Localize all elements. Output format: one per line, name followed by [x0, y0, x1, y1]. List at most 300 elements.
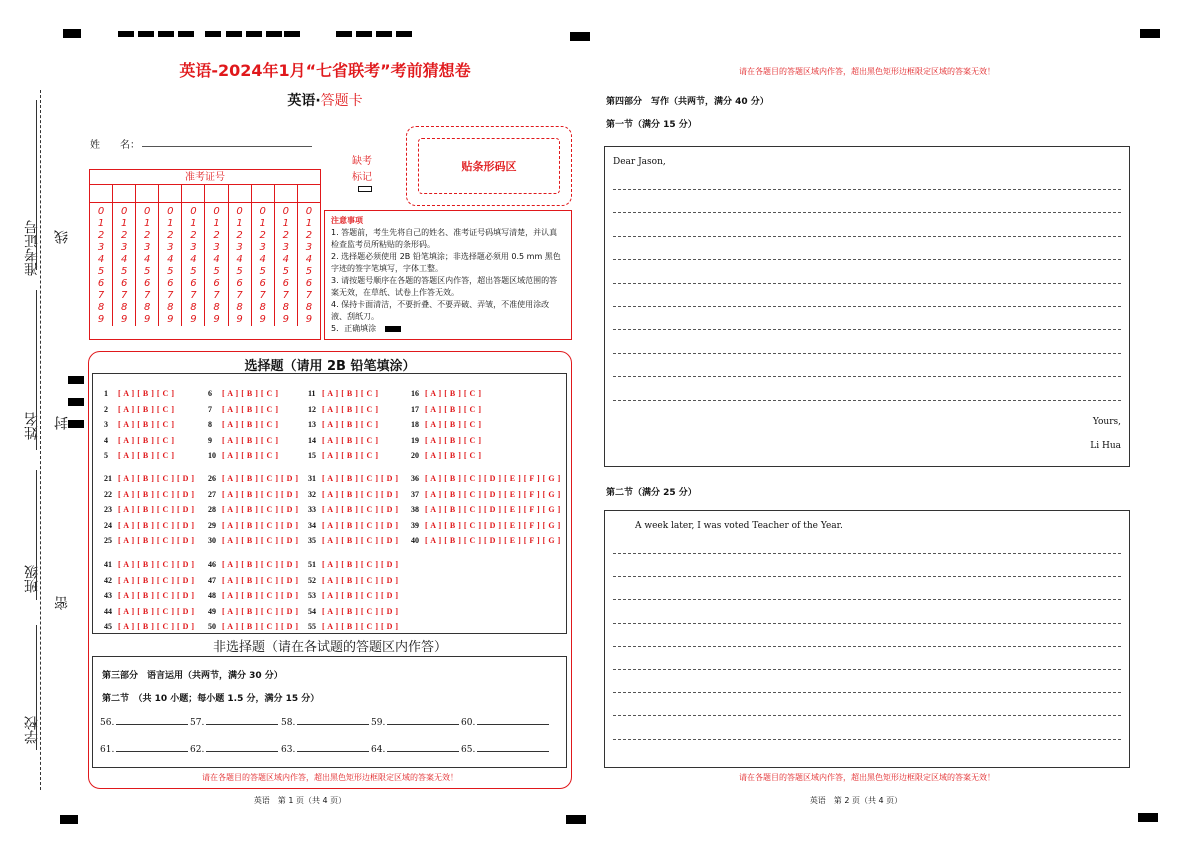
exam-id-grid: [89, 169, 321, 340]
answer-bubbles[interactable]: [ A ] [ B ] [ C ]: [118, 420, 175, 430]
exam-id-digit-bubble[interactable]: 5: [259, 266, 266, 277]
writing-line[interactable]: [613, 400, 1121, 401]
exam-id-digit-bubble[interactable]: 8: [190, 302, 197, 313]
exam-id-digit-bubble[interactable]: 4: [213, 254, 220, 265]
question-number: 28: [208, 505, 216, 515]
exam-id-digit-bubble[interactable]: 5: [167, 266, 174, 277]
part4-title: 第四部分 写作（共两节，满分 40 分）: [606, 97, 769, 107]
exam-id-digit-column: [205, 203, 228, 326]
exam-id-digit-bubble[interactable]: 5: [144, 266, 151, 277]
exam-id-digit-column: [90, 203, 113, 326]
page1-footer: 英语 第 1 页（共 4 页）: [253, 796, 347, 805]
exam-id-digit-bubble[interactable]: 1: [282, 218, 289, 229]
letter-signature: Li Hua: [1090, 441, 1121, 451]
exam-id-write-cell[interactable]: [298, 185, 320, 202]
timing-mark: [178, 31, 194, 37]
exam-id-digit-bubble[interactable]: 3: [167, 242, 174, 253]
exam-id-digit-bubble[interactable]: 3: [97, 242, 105, 253]
blank-answer[interactable]: [100, 745, 188, 755]
answer-bubbles[interactable]: [ A ] [ B ] [ C ] [ D ]: [118, 622, 195, 632]
blank-answer[interactable]: [281, 745, 369, 755]
timing-mark: [376, 31, 392, 37]
exam-id-digit-bubble[interactable]: 0: [120, 206, 128, 217]
choice-question: [104, 614, 195, 633]
blank-line[interactable]: [387, 751, 459, 752]
part3-section2: 第二节 （共 10 小题；每小题 1.5 分，满分 15 分）: [102, 694, 320, 704]
exam-id-digit-bubble[interactable]: 7: [213, 290, 220, 301]
exam-id-digit-bubble[interactable]: 1: [97, 218, 105, 229]
writing-line[interactable]: [613, 599, 1121, 600]
subtitle-plain: 英语: [287, 93, 316, 109]
exam-id-digit-bubble[interactable]: 0: [144, 206, 151, 217]
writing-line[interactable]: [613, 189, 1121, 190]
writing-line[interactable]: [613, 646, 1121, 647]
exam-id-digit-bubble[interactable]: 5: [236, 266, 243, 277]
question-number: 39: [411, 520, 419, 530]
exam-id-digit-bubble[interactable]: 1: [305, 218, 313, 229]
answer-bubbles[interactable]: [ A ] [ B ] [ C ] [ D ]: [222, 622, 299, 632]
question-number: 13: [308, 420, 316, 430]
answer-bubbles[interactable]: [ A ] [ B ] [ C ] [ D ]: [322, 520, 399, 530]
question-number: 35: [308, 536, 316, 546]
answer-bubbles[interactable]: [ A ] [ B ] [ C ] [ D ] [ E ] [ F ] [ G ]: [425, 505, 561, 515]
exam-id-digit-bubble[interactable]: 4: [305, 254, 313, 265]
exam-id-digit-column: [252, 203, 275, 326]
choice-question: [411, 443, 482, 462]
exam-id-digit-bubble[interactable]: 0: [305, 206, 313, 217]
question-number: 23: [104, 505, 112, 515]
question-number: 51: [308, 560, 316, 569]
exam-id-digit-bubble[interactable]: 9: [305, 314, 313, 325]
question-number: 48: [208, 591, 216, 601]
choice-title: 选择题（请用 2B 铅笔填涂）: [244, 359, 416, 374]
answer-bubbles[interactable]: [ A ] [ B ] [ C ] [ D ]: [222, 591, 299, 601]
exam-id-digit-bubble[interactable]: 1: [236, 218, 243, 229]
exam-id-digit-bubble[interactable]: 0: [213, 206, 220, 217]
answer-bubbles[interactable]: [ A ] [ B ] [ C ]: [118, 389, 175, 398]
answer-bubbles[interactable]: [ A ] [ B ] [ C ]: [425, 389, 482, 398]
exam-id-digit-bubble[interactable]: 9: [259, 314, 266, 325]
answer-bubbles[interactable]: [ A ] [ B ] [ C ]: [322, 451, 379, 461]
blank-answer[interactable]: [371, 718, 459, 728]
answer-bubbles[interactable]: [ A ] [ B ] [ C ] [ D ]: [118, 489, 195, 499]
exam-id-digit-bubble[interactable]: 9: [213, 314, 220, 325]
exam-id-digit-bubble[interactable]: 8: [282, 302, 289, 313]
answer-bubbles[interactable]: [ A ] [ B ] [ C ]: [425, 404, 482, 414]
exam-id-digit-bubble[interactable]: 2: [190, 230, 197, 241]
exam-id-write-cell[interactable]: [275, 185, 298, 202]
exam-id-digit-column: [136, 203, 159, 326]
question-number: 27: [208, 489, 216, 499]
exam-id-digit-bubble[interactable]: 5: [190, 266, 197, 277]
blank-line[interactable]: [116, 724, 188, 725]
answer-bubbles[interactable]: [ A ] [ B ] [ C ] [ D ]: [222, 474, 299, 483]
writing-line[interactable]: [613, 306, 1121, 307]
question-number: 37: [411, 489, 419, 499]
exam-id-digit-bubble[interactable]: 4: [167, 254, 174, 265]
timing-mark: [205, 31, 221, 37]
exam-id-digit-bubble[interactable]: 7: [282, 290, 289, 301]
exam-id-digit-bubble[interactable]: 7: [97, 290, 105, 301]
exam-id-digit-bubble[interactable]: 9: [190, 314, 197, 325]
notes-item: 1. 答题前，考生先将自己的姓名、准考证号码填写清楚，并认真检查监考员所粘贴的条形码。: [331, 228, 558, 249]
exam-id-digit-bubble[interactable]: 7: [120, 290, 128, 301]
exam-id-digit-bubble[interactable]: 6: [167, 278, 174, 289]
exam-id-digit-bubble[interactable]: 3: [190, 242, 197, 253]
answer-bubbles[interactable]: [ A ] [ B ] [ C ] [ D ]: [322, 575, 399, 585]
exam-id-digit-bubble[interactable]: 2: [97, 230, 105, 241]
exam-id-digit-bubble[interactable]: 0: [259, 206, 266, 217]
exam-id-digit-bubble[interactable]: 1: [167, 218, 174, 229]
answer-bubbles[interactable]: [ A ] [ B ] [ C ]: [118, 451, 175, 461]
exam-id-label: 准考证号: [90, 170, 320, 185]
answer-bubbles[interactable]: [ A ] [ B ] [ C ]: [425, 451, 482, 461]
answer-bubbles[interactable]: [ A ] [ B ] [ C ] [ D ]: [222, 520, 299, 530]
binding-line: [40, 90, 41, 790]
exam-id-digit-bubble[interactable]: 7: [190, 290, 197, 301]
exam-id-digit-bubble[interactable]: 3: [236, 242, 243, 253]
exam-id-digit-bubble[interactable]: 6: [259, 278, 266, 289]
answer-bubbles[interactable]: [ A ] [ B ] [ C ] [ D ]: [118, 505, 195, 515]
answer-bubbles[interactable]: [ A ] [ B ] [ C ] [ D ]: [222, 505, 299, 515]
blank-answer[interactable]: [281, 718, 369, 728]
blank-line[interactable]: [206, 751, 278, 752]
exam-id-digit-bubble[interactable]: 2: [236, 230, 243, 241]
question-number: 30: [208, 536, 216, 546]
exam-id-digit-bubble[interactable]: 5: [97, 266, 105, 277]
absent-label: 缺考: [352, 156, 372, 167]
answer-bubbles[interactable]: [ A ] [ B ] [ C ] [ D ] [ E ] [ F ] [ G ]: [425, 474, 561, 483]
exam-id-write-cell[interactable]: [136, 185, 159, 202]
exam-id-digit-bubble[interactable]: 3: [305, 242, 313, 253]
writing-line[interactable]: [613, 715, 1121, 716]
exam-id-digit-bubble[interactable]: 3: [144, 242, 151, 253]
blank-answer[interactable]: [190, 718, 278, 728]
choice-question: [208, 614, 299, 633]
exam-id-digit-bubble[interactable]: 6: [305, 278, 313, 289]
question-number: 32: [308, 489, 316, 499]
answer-bubbles[interactable]: [ A ] [ B ] [ C ] [ D ]: [322, 606, 399, 616]
question-number: 20: [411, 451, 419, 461]
question-number: 46: [208, 560, 216, 569]
answer-bubbles[interactable]: [ A ] [ B ] [ C ] [ D ]: [322, 474, 399, 483]
exam-id-digit-bubble[interactable]: 0: [236, 206, 243, 217]
timing-mark: [396, 31, 412, 37]
answer-bubbles[interactable]: [ A ] [ B ] [ C ]: [322, 420, 379, 430]
question-number: 29: [208, 520, 216, 530]
answer-bubbles[interactable]: [ A ] [ B ] [ C ] [ D ]: [322, 591, 399, 601]
side-label-school: 学校: [24, 716, 40, 744]
name-label: 姓 名：: [90, 140, 140, 151]
blank-number: 60.: [461, 718, 476, 728]
exam-id-digit-bubble[interactable]: 0: [97, 206, 105, 217]
question-number: 19: [411, 435, 419, 445]
exam-id-digit-bubble[interactable]: 2: [282, 230, 289, 241]
question-number: 50: [208, 622, 216, 632]
exam-id-digit-bubble[interactable]: 3: [213, 242, 220, 253]
exam-id-write-cell[interactable]: [182, 185, 205, 202]
blank-number: 64.: [371, 745, 386, 755]
blank-answer[interactable]: [371, 745, 459, 755]
question-number: 12: [308, 404, 316, 414]
answer-bubbles[interactable]: [ A ] [ B ] [ C ] [ D ]: [222, 489, 299, 499]
exam-id-digit-bubble[interactable]: 5: [120, 266, 128, 277]
answer-bubbles[interactable]: [ A ] [ B ] [ C ]: [322, 404, 379, 414]
exam-id-digit-bubble[interactable]: 7: [144, 290, 151, 301]
answer-bubbles[interactable]: [ A ] [ B ] [ C ] [ D ]: [118, 474, 195, 483]
writing-line[interactable]: [613, 353, 1121, 354]
letter-box[interactable]: [604, 146, 1130, 467]
answer-bubbles[interactable]: [ A ] [ B ] [ C ]: [222, 420, 279, 430]
blank-number: 57.: [190, 718, 205, 728]
answer-bubbles[interactable]: [ A ] [ B ] [ C ] [ D ]: [118, 520, 195, 530]
exam-id-digit-bubble[interactable]: 5: [282, 266, 289, 277]
notes-title: 注意事项: [331, 216, 363, 225]
timing-mark: [60, 815, 78, 824]
exam-id-write-cell[interactable]: [113, 185, 136, 202]
question-number: 4: [104, 435, 108, 445]
question-number: 1: [104, 389, 108, 398]
answer-bubbles[interactable]: [ A ] [ B ] [ C ] [ D ]: [118, 575, 195, 585]
answer-bubbles[interactable]: [ A ] [ B ] [ C ]: [425, 420, 482, 430]
exam-id-digit-bubble[interactable]: 1: [120, 218, 128, 229]
blank-line[interactable]: [206, 724, 278, 725]
side-underline: [36, 290, 37, 450]
exam-id-digit-column: [229, 203, 252, 326]
question-number: 26: [208, 474, 216, 483]
answer-bubbles[interactable]: [ A ] [ B ] [ C ]: [118, 404, 175, 414]
filled-bubble-icon: [385, 326, 401, 332]
answer-bubbles[interactable]: [ A ] [ B ] [ C ] [ D ]: [118, 560, 195, 569]
answer-bubbles[interactable]: [ A ] [ B ] [ C ]: [222, 389, 279, 398]
exam-id-digit-bubble[interactable]: 7: [305, 290, 313, 301]
answer-bubbles[interactable]: [ A ] [ B ] [ C ]: [425, 435, 482, 445]
exam-id-digit-bubble[interactable]: 6: [97, 278, 105, 289]
exam-id-digit-bubble[interactable]: 1: [213, 218, 220, 229]
question-number: 8: [208, 420, 212, 430]
exam-id-digit-bubble[interactable]: 2: [167, 230, 174, 241]
question-number: 40: [411, 536, 419, 546]
question-number: 14: [308, 435, 316, 445]
answer-bubbles[interactable]: [ A ] [ B ] [ C ] [ D ]: [322, 622, 399, 632]
page2-footer: 英语 第 2 页（共 4 页）: [809, 796, 903, 805]
question-number: 53: [308, 591, 316, 601]
exam-id-digit-bubble[interactable]: 9: [120, 314, 128, 325]
writing-line[interactable]: [613, 553, 1121, 554]
exam-id-write-cell[interactable]: [159, 185, 182, 202]
question-number: 18: [411, 420, 419, 430]
notes-box: [324, 210, 572, 340]
question-number: 41: [104, 560, 112, 569]
exam-id-digit-bubble[interactable]: 0: [190, 206, 197, 217]
answer-bubbles[interactable]: [ A ] [ B ] [ C ] [ D ]: [118, 606, 195, 616]
blank-answer[interactable]: [461, 745, 549, 755]
timing-mark: [356, 31, 372, 37]
answer-bubbles[interactable]: [ A ] [ B ] [ C ] [ D ]: [222, 536, 299, 546]
exam-id-digit-bubble[interactable]: 6: [236, 278, 243, 289]
exam-id-digit-bubble[interactable]: 4: [120, 254, 128, 265]
question-number: 5: [104, 451, 108, 461]
story-box[interactable]: [604, 510, 1130, 768]
question-number: 15: [308, 451, 316, 461]
exam-id-digit-bubble[interactable]: 4: [97, 254, 105, 265]
exam-id-digit-bubble[interactable]: 1: [144, 218, 151, 229]
answer-bubbles[interactable]: [ A ] [ B ] [ C ]: [118, 435, 175, 445]
exam-id-digit-bubble[interactable]: 9: [167, 314, 174, 325]
exam-id-digit-bubble[interactable]: 2: [120, 230, 128, 241]
answer-bubbles[interactable]: [ A ] [ B ] [ C ] [ D ] [ E ] [ F ] [ G ]: [425, 536, 561, 546]
exam-id-digit-column: [182, 203, 205, 326]
exam-id-digit-bubble[interactable]: 3: [259, 242, 266, 253]
exam-id-digit-bubble[interactable]: 8: [259, 302, 266, 313]
writing-line[interactable]: [613, 692, 1121, 693]
side-underline: [36, 625, 37, 750]
answer-bubbles[interactable]: [ A ] [ B ] [ C ] [ D ]: [322, 505, 399, 515]
timing-mark: [63, 29, 81, 38]
exam-id-digit-bubble[interactable]: 6: [190, 278, 197, 289]
timing-mark: [284, 31, 300, 37]
choice-question: [208, 443, 279, 462]
side-underline: [36, 470, 37, 600]
exam-id-digit-bubble[interactable]: 8: [167, 302, 174, 313]
exam-id-digit-bubble[interactable]: 4: [282, 254, 289, 265]
question-number: 43: [104, 591, 112, 601]
writing-line[interactable]: [613, 236, 1121, 237]
answer-bubbles[interactable]: [ A ] [ B ] [ C ] [ D ]: [322, 536, 399, 546]
exam-id-digit-bubble[interactable]: 0: [167, 206, 174, 217]
writing-line[interactable]: [613, 376, 1121, 377]
exam-id-digit-bubble[interactable]: 5: [305, 266, 313, 277]
exam-id-digit-bubble[interactable]: 3: [120, 242, 128, 253]
exam-id-digit-bubble[interactable]: 2: [213, 230, 220, 241]
answer-bubbles[interactable]: [ A ] [ B ] [ C ] [ D ]: [222, 560, 299, 569]
exam-id-digit-bubble[interactable]: 8: [120, 302, 128, 313]
exam-id-digit-bubble[interactable]: 6: [120, 278, 128, 289]
exam-id-digit-bubble[interactable]: 7: [236, 290, 243, 301]
blank-line[interactable]: [387, 724, 459, 725]
exam-id-digit-bubble[interactable]: 7: [259, 290, 266, 301]
letter-closing: Yours,: [1092, 417, 1121, 427]
question-number: 52: [308, 575, 316, 585]
question-number: 16: [411, 389, 419, 398]
answer-bubbles[interactable]: [ A ] [ B ] [ C ] [ D ] [ E ] [ F ] [ G ]: [425, 520, 561, 530]
exam-id-digit-bubble[interactable]: 6: [282, 278, 289, 289]
answer-bubbles[interactable]: [ A ] [ B ] [ C ] [ D ]: [118, 591, 195, 601]
blank-line[interactable]: [297, 751, 369, 752]
question-number: 2: [104, 404, 108, 414]
exam-id-digit-bubble[interactable]: 4: [259, 254, 266, 265]
blank-answer[interactable]: [461, 718, 549, 728]
timing-mark: [266, 31, 282, 37]
exam-id-digit-bubble[interactable]: 8: [97, 302, 105, 313]
exam-id-write-row[interactable]: [90, 185, 320, 203]
exam-id-digit-bubble[interactable]: 4: [190, 254, 197, 265]
exam-id-digit-bubble[interactable]: 8: [236, 302, 243, 313]
writing-line[interactable]: [613, 283, 1121, 284]
exam-id-digit-bubble[interactable]: 6: [213, 278, 220, 289]
page2-warning: 请在各题目的答题区域内作答，超出黑色矩形边框限定区域的答案无效！: [739, 773, 995, 782]
question-number: 55: [308, 622, 316, 632]
writing-line[interactable]: [613, 576, 1121, 577]
exam-id-digit-bubble[interactable]: 0: [282, 206, 289, 217]
blank-line[interactable]: [477, 751, 549, 752]
exam-id-digit-bubble[interactable]: 9: [144, 314, 151, 325]
writing-line[interactable]: [613, 329, 1121, 330]
question-number: 42: [104, 575, 112, 585]
answer-bubbles[interactable]: [ A ] [ B ] [ C ]: [222, 404, 279, 414]
answer-bubbles[interactable]: [ A ] [ B ] [ C ]: [322, 435, 379, 445]
blank-line[interactable]: [477, 724, 549, 725]
card-subtitle: [90, 90, 560, 110]
exam-id-digit-bubble[interactable]: 8: [213, 302, 220, 313]
exam-id-digit-bubble[interactable]: 2: [144, 230, 151, 241]
writing-line[interactable]: [613, 739, 1121, 740]
side-label-seal: 封: [54, 416, 70, 430]
absent-checkbox[interactable]: [358, 186, 372, 192]
answer-bubbles[interactable]: [ A ] [ B ] [ C ]: [222, 451, 279, 461]
exam-id-digit-bubble[interactable]: 8: [144, 302, 151, 313]
writing-line[interactable]: [613, 623, 1121, 624]
exam-id-write-cell[interactable]: [205, 185, 228, 202]
writing-line[interactable]: [613, 259, 1121, 260]
timing-mark: [138, 31, 154, 37]
writing-line[interactable]: [613, 669, 1121, 670]
answer-bubbles[interactable]: [ A ] [ B ] [ C ] [ D ]: [322, 560, 399, 569]
exam-id-digit-bubble[interactable]: 1: [190, 218, 197, 229]
answer-bubbles[interactable]: [ A ] [ B ] [ C ] [ D ]: [222, 575, 299, 585]
exam-id-digit-bubble[interactable]: 4: [236, 254, 243, 265]
answer-bubbles[interactable]: [ A ] [ B ] [ C ] [ D ] [ E ] [ F ] [ G ]: [425, 489, 561, 499]
exam-id-digit-bubble[interactable]: 2: [259, 230, 266, 241]
exam-id-digit-bubble[interactable]: 9: [97, 314, 105, 325]
answer-bubbles[interactable]: [ A ] [ B ] [ C ] [ D ]: [118, 536, 195, 546]
exam-id-write-cell[interactable]: [229, 185, 252, 202]
answer-bubbles[interactable]: [ A ] [ B ] [ C ]: [222, 435, 279, 445]
notes-item: 2. 选择题必须使用 2B 铅笔填涂；非选择题必须用 0.5 mm 黑色字迹的签字笔填写，字体工整。: [331, 252, 561, 273]
section2-title: 第二节（满分 25 分）: [606, 488, 697, 498]
side-label-secret: 密: [54, 596, 70, 610]
answer-bubbles[interactable]: [ A ] [ B ] [ C ] [ D ]: [322, 489, 399, 499]
exam-id-digit-bubble[interactable]: 4: [144, 254, 151, 265]
exam-id-digit-bubble[interactable]: 9: [282, 314, 289, 325]
exam-id-write-cell[interactable]: [252, 185, 275, 202]
choice-question: [104, 528, 195, 547]
blank-line[interactable]: [297, 724, 369, 725]
answer-bubbles[interactable]: [ A ] [ B ] [ C ]: [322, 389, 379, 398]
exam-id-write-cell[interactable]: [90, 185, 113, 202]
name-field[interactable]: [142, 146, 312, 147]
choice-question: [104, 443, 175, 462]
blank-line[interactable]: [116, 751, 188, 752]
exam-id-digit-bubble[interactable]: 5: [213, 266, 220, 277]
exam-id-digit-bubble[interactable]: 3: [282, 242, 289, 253]
blank-answer[interactable]: [100, 718, 188, 728]
timing-mark: [118, 31, 134, 37]
blank-number: 61.: [100, 745, 115, 755]
exam-id-digit-bubble[interactable]: 8: [305, 302, 313, 313]
writing-line[interactable]: [613, 212, 1121, 213]
exam-id-digit-bubble[interactable]: 7: [167, 290, 174, 301]
exam-id-digit-bubble[interactable]: 2: [305, 230, 313, 241]
blank-answer[interactable]: [190, 745, 278, 755]
question-number: 7: [208, 404, 212, 414]
exam-id-digit-bubble[interactable]: 1: [259, 218, 266, 229]
page1-warning: 请在各题目的答题区域内作答，超出黑色矩形边框限定区域的答案无效！: [202, 773, 458, 782]
exam-id-digit-bubble[interactable]: 9: [236, 314, 243, 325]
timing-mark: [68, 376, 84, 384]
answer-bubbles[interactable]: [ A ] [ B ] [ C ] [ D ]: [222, 606, 299, 616]
exam-id-digit-bubble[interactable]: 6: [144, 278, 151, 289]
